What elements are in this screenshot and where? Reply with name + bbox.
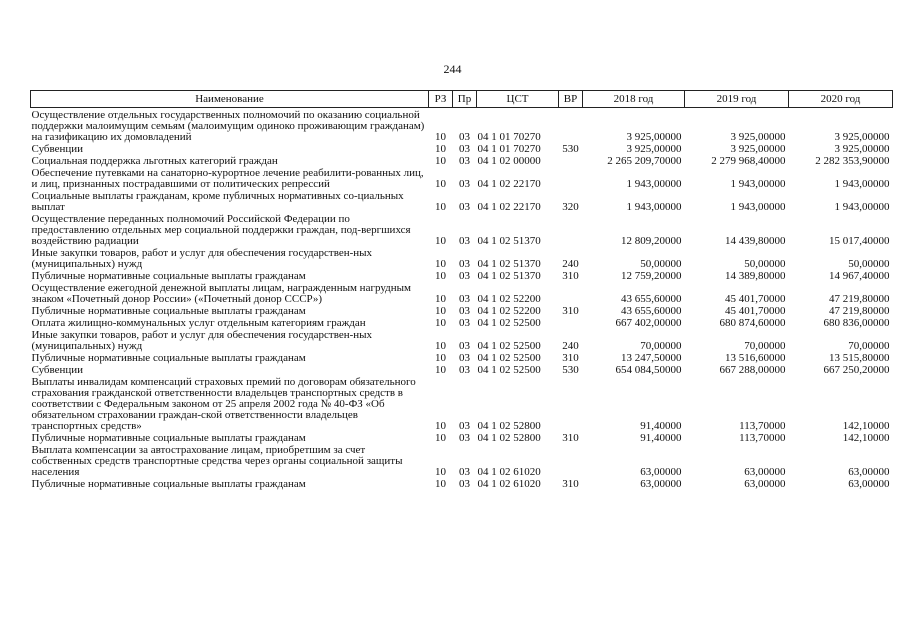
cell-2020: 47 219,80000: [829, 293, 890, 305]
cell-2018: 70,00000: [640, 340, 682, 352]
table-row: [31, 479, 893, 491]
cell-2020: 142,10000: [842, 432, 890, 444]
col-header-vr: ВР: [559, 91, 583, 108]
cell-rz: 10: [435, 270, 446, 282]
cell-2020: 47 219,80000: [829, 305, 890, 317]
cell-2018: 91,40000: [640, 432, 682, 444]
cell-name: Субвенции: [31, 143, 84, 155]
cell-vr: [559, 214, 583, 248]
cell-rz: 10: [435, 235, 446, 247]
cell-2018: 667 402,00000: [615, 317, 682, 329]
cell-2020: 14 967,40000: [829, 270, 890, 282]
cell-2018: 2 265 209,70000: [607, 155, 682, 167]
cell-2018: 91,40000: [640, 420, 682, 432]
cell-vr: [559, 445, 583, 479]
cell-pr: 03: [459, 478, 470, 490]
cell-name: Публичные нормативные социальные выплаты гражданам: [31, 305, 306, 317]
cell-pr: 03: [459, 131, 470, 143]
cell-rz: 10: [435, 143, 446, 155]
cell-rz: 10: [435, 478, 446, 490]
cell-2019: 1 943,00000: [730, 178, 786, 190]
cell-2020: 50,00000: [848, 258, 890, 270]
cell-cst: 04 1 02 22170: [477, 178, 541, 190]
table-header-row: [31, 91, 893, 108]
cell-rz: 10: [435, 293, 446, 305]
cell-rz: 10: [435, 258, 446, 270]
cell-2019: 13 516,60000: [725, 352, 786, 364]
col-header-name: Наименование: [31, 91, 429, 108]
cell-rz: 10: [435, 155, 446, 167]
cell-vr: 320: [562, 201, 579, 213]
cell-vr: 310: [562, 270, 579, 282]
cell-cst: 04 1 01 70270: [477, 131, 541, 143]
cell-vr: [559, 318, 583, 330]
cell-cst: 04 1 02 52500: [477, 317, 541, 329]
cell-2020: 3 925,00000: [834, 143, 890, 155]
cell-cst: 04 1 02 22170: [477, 201, 541, 213]
cell-name: Публичные нормативные социальные выплаты гражданам: [31, 352, 306, 364]
cell-2018: 63,00000: [640, 466, 682, 478]
col-header-2018: 2018 год: [583, 91, 685, 108]
cell-vr: [559, 108, 583, 145]
cell-cst: 04 1 01 70270: [477, 143, 541, 155]
cell-cst: 04 1 02 52200: [477, 305, 541, 317]
table-row: [31, 377, 893, 433]
cell-2020: 63,00000: [848, 478, 890, 490]
cell-pr: 03: [459, 420, 470, 432]
cell-2020: 3 925,00000: [834, 131, 890, 143]
cell-vr: 310: [562, 432, 579, 444]
cell-cst: 04 1 02 61020: [477, 466, 541, 478]
cell-name: Осуществление переданных полномочий Российской Федерации по предоставлению отдельных мер социальной поддержки граждан, под-вергшихся воздействию радиации: [31, 213, 411, 247]
cell-name: Социальные выплаты гражданам, кроме публичных нормативных со-циальных выплат: [31, 190, 404, 213]
cell-2020: 142,10000: [842, 420, 890, 432]
cell-rz: 10: [435, 420, 446, 432]
cell-vr: [559, 283, 583, 306]
cell-pr: 03: [459, 293, 470, 305]
cell-2020: 63,00000: [848, 466, 890, 478]
cell-name: Иные закупки товаров, работ и услуг для обеспечения государствен-ных (муниципальных) нужд: [31, 329, 373, 352]
cell-vr: 240: [562, 258, 579, 270]
table-row: [31, 214, 893, 248]
table-row: [31, 283, 893, 306]
cell-2018: 12 759,20000: [621, 270, 682, 282]
cell-vr: 310: [562, 352, 579, 364]
cell-pr: 03: [459, 352, 470, 364]
table-row: [31, 248, 893, 271]
cell-rz: 10: [435, 178, 446, 190]
cell-pr: 03: [459, 317, 470, 329]
cell-2020: 2 282 353,90000: [815, 155, 890, 167]
cell-rz: 10: [435, 305, 446, 317]
cell-pr: 03: [459, 364, 470, 376]
cell-cst: 04 1 02 51370: [477, 235, 541, 247]
cell-2018: 3 925,00000: [626, 143, 682, 155]
cell-vr: 310: [562, 478, 579, 490]
cell-2020: 70,00000: [848, 340, 890, 352]
cell-2018: 3 925,00000: [626, 131, 682, 143]
cell-rz: 10: [435, 131, 446, 143]
cell-2019: 3 925,00000: [730, 143, 786, 155]
cell-vr: [559, 377, 583, 433]
cell-2018: 13 247,50000: [621, 352, 682, 364]
cell-name: Публичные нормативные социальные выплаты гражданам: [31, 478, 306, 490]
col-header-pr: Пр: [453, 91, 477, 108]
cell-2018: 50,00000: [640, 258, 682, 270]
cell-2019: 70,00000: [744, 340, 786, 352]
cell-rz: 10: [435, 432, 446, 444]
cell-vr: [559, 168, 583, 191]
cell-2019: 113,70000: [739, 420, 786, 432]
cell-rz: 10: [435, 340, 446, 352]
cell-2020: 1 943,00000: [834, 178, 890, 190]
cell-2019: 667 288,00000: [719, 364, 786, 376]
cell-2019: 1 943,00000: [730, 201, 786, 213]
table-row: [31, 168, 893, 191]
cell-name: Публичные нормативные социальные выплаты гражданам: [31, 432, 306, 444]
cell-pr: 03: [459, 340, 470, 352]
cell-2020: 15 017,40000: [829, 235, 890, 247]
table-row: [31, 330, 893, 353]
cell-cst: 04 1 02 00000: [477, 155, 541, 167]
col-header-cst: ЦСТ: [477, 91, 559, 108]
budget-table: [30, 90, 893, 491]
cell-2020: 680 836,00000: [823, 317, 890, 329]
cell-2020: 13 515,80000: [829, 352, 890, 364]
cell-vr: 530: [562, 143, 579, 155]
cell-2018: 1 943,00000: [626, 201, 682, 213]
cell-cst: 04 1 02 52500: [477, 352, 541, 364]
cell-cst: 04 1 02 61020: [477, 478, 541, 490]
cell-2019: 50,00000: [744, 258, 786, 270]
cell-rz: 10: [435, 317, 446, 329]
cell-2019: 63,00000: [744, 478, 786, 490]
cell-2018: 1 943,00000: [626, 178, 682, 190]
cell-2019: 3 925,00000: [730, 131, 786, 143]
cell-pr: 03: [459, 270, 470, 282]
col-header-2020: 2020 год: [789, 91, 893, 108]
cell-vr: 310: [562, 305, 579, 317]
cell-2019: 680 874,60000: [719, 317, 786, 329]
page-number: 244: [443, 62, 462, 76]
table-row: [31, 108, 893, 145]
cell-2018: 654 084,50000: [615, 364, 682, 376]
cell-name: Обеспечение путевками на санаторно-курортное лечение реабилити-рованных лиц, и лиц, признанных пострадавшими от политических репрессий: [31, 167, 424, 190]
cell-rz: 10: [435, 201, 446, 213]
cell-name: Субвенции: [31, 364, 84, 376]
cell-name: Осуществление отдельных государственных полномочий по оказанию социальной поддержки малоимущим семьям (малоимущим одиноко проживающим гражданам) на газификацию их домовладений: [31, 109, 425, 143]
cell-pr: 03: [459, 432, 470, 444]
cell-name: Оплата жилищно-коммунальных услуг отдельным категориям граждан: [31, 317, 366, 329]
table-row: [31, 445, 893, 479]
cell-cst: 04 1 02 52500: [477, 340, 541, 352]
cell-2018: 63,00000: [640, 478, 682, 490]
cell-pr: 03: [459, 466, 470, 478]
cell-pr: 03: [459, 305, 470, 317]
cell-pr: 03: [459, 143, 470, 155]
cell-cst: 04 1 02 52500: [477, 364, 541, 376]
cell-pr: 03: [459, 155, 470, 167]
cell-cst: 04 1 02 52200: [477, 293, 541, 305]
col-header-2019: 2019 год: [685, 91, 789, 108]
cell-cst: 04 1 02 52800: [477, 420, 541, 432]
cell-2019: 14 389,80000: [725, 270, 786, 282]
cell-2019: 45 401,70000: [725, 293, 786, 305]
cell-cst: 04 1 02 51370: [477, 270, 541, 282]
cell-2019: 113,70000: [739, 432, 786, 444]
cell-2018: 43 655,60000: [621, 293, 682, 305]
cell-pr: 03: [459, 258, 470, 270]
cell-2019: 2 279 968,40000: [711, 155, 786, 167]
cell-pr: 03: [459, 235, 470, 247]
cell-name: Иные закупки товаров, работ и услуг для обеспечения государствен-ных (муниципальных) нужд: [31, 247, 373, 270]
cell-pr: 03: [459, 178, 470, 190]
cell-vr: 530: [562, 364, 579, 376]
cell-name: Выплаты инвалидам компенсаций страховых премий по договорам обязательного страхования гражданской ответственности владельцев транспортных средств в соответствии с Федеральным законом от 25 апреля 2002 года № 40-ФЗ «Об обязательном страховании граждан-ской ответственности владельцев транспортных средств»: [31, 376, 416, 432]
cell-rz: 10: [435, 364, 446, 376]
cell-pr: 03: [459, 201, 470, 213]
cell-cst: 04 1 02 51370: [477, 258, 541, 270]
cell-2018: 12 809,20000: [621, 235, 682, 247]
cell-vr: 240: [562, 340, 579, 352]
cell-name: Осуществление ежегодной денежной выплаты лицам, награжденным нагрудным знаком «Почетный донор России» («Почетный донор СССР»): [31, 282, 411, 305]
cell-2019: 14 439,80000: [725, 235, 786, 247]
cell-2020: 667 250,20000: [823, 364, 890, 376]
cell-name: Выплата компенсации за автострахование лицам, приобретшим за счет собственных средств транспортные средства через органы социальной защиты населения: [31, 444, 403, 478]
cell-name: Социальная поддержка льготных категорий граждан: [31, 155, 278, 167]
cell-vr: [559, 156, 583, 168]
cell-cst: 04 1 02 52800: [477, 432, 541, 444]
table-row: [31, 191, 893, 214]
col-header-rz: РЗ: [429, 91, 453, 108]
cell-2018: 43 655,60000: [621, 305, 682, 317]
cell-2020: 1 943,00000: [834, 201, 890, 213]
cell-2019: 63,00000: [744, 466, 786, 478]
cell-name: Публичные нормативные социальные выплаты гражданам: [31, 270, 306, 282]
cell-2019: 45 401,70000: [725, 305, 786, 317]
cell-rz: 10: [435, 466, 446, 478]
cell-rz: 10: [435, 352, 446, 364]
